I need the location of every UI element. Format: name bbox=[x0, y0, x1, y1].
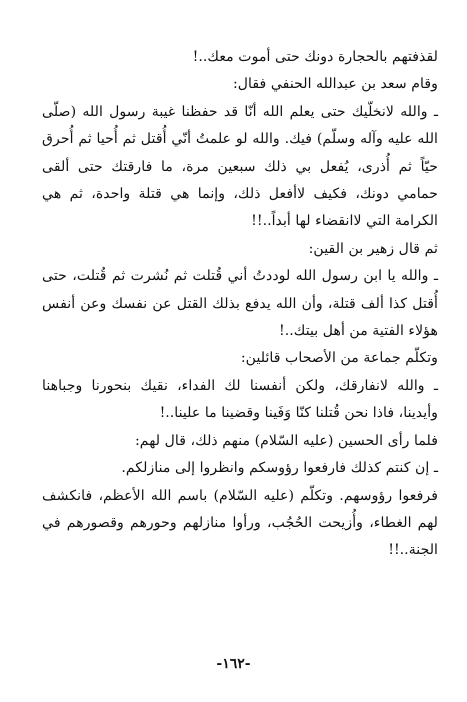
body-text bbox=[42, 44, 438, 565]
paragraph-5: ـ والله يا ابن رسول الله لوددتُ أني قُتلت ثم نُشرت ثم قُتلت، حتى أُقتل كذا ألف قتلة، وأن الله يدفع بذلك القتل عن نفسك وعن أنفس هؤلاء الفتية من أهل بيتك..! bbox=[42, 268, 438, 340]
paragraph-10: فرفعوا رؤوسهم. وتكلّم (عليه السّلام) باسم الله الأعظم، فانكشف لهم الغطاء، وأُزيحت الحُجُب، ورأوا منازلهم وحورهم وقصورهم في الجنة..!! bbox=[42, 487, 438, 559]
paragraph-6: وتكلّم جماعة من الأصحاب قائلين: bbox=[240, 350, 438, 367]
paragraph-3: ـ والله لانخلّيك حتى يعلم الله أنّا قد حفظنا غيبة رسول الله (صلّى الله عليه وآله وسلّم) فيك. والله لو علمتُ أنّي أُقتل ثم أُحيا ثم أُحرق حيّاً ثم أُذرى، يُفعل بي ذلك سبعين مرة، ما فارقتك حتى ألقى حمامي دونك، فكيف لاأفعل ذلك، وإنما هي قتلة واحدة، ثم هي الكرامة التي لاانقضاء لها أبداً..!! bbox=[42, 103, 438, 230]
paragraph-2: وقام سعد بن عبدالله الحنفي فقال: bbox=[232, 76, 438, 93]
paragraph-8: فلما رأى الحسين (عليه السّلام) منهم ذلك، قال لهم: bbox=[135, 432, 438, 449]
paragraph-4: ثم قال زهير بن القين: bbox=[308, 240, 438, 257]
page-number: -١٦٢- bbox=[216, 656, 251, 672]
paragraph-7: ـ والله لانفارقك، ولكن أنفسنا لك الفداء، نقيك بنحورنا وجباهنا وأيدينا، فاذا نحن قُتلنا كنّا وَفَينا وقضينا ما علينا..! bbox=[42, 377, 438, 422]
paragraph-1: لقذفتهم بالحجارة دونك حتى أموت معك..! bbox=[192, 49, 438, 65]
paragraph-9: ـ إن كنتم كذلك فارفعوا رؤوسكم وانظروا إلى منازلكم. bbox=[121, 460, 438, 477]
